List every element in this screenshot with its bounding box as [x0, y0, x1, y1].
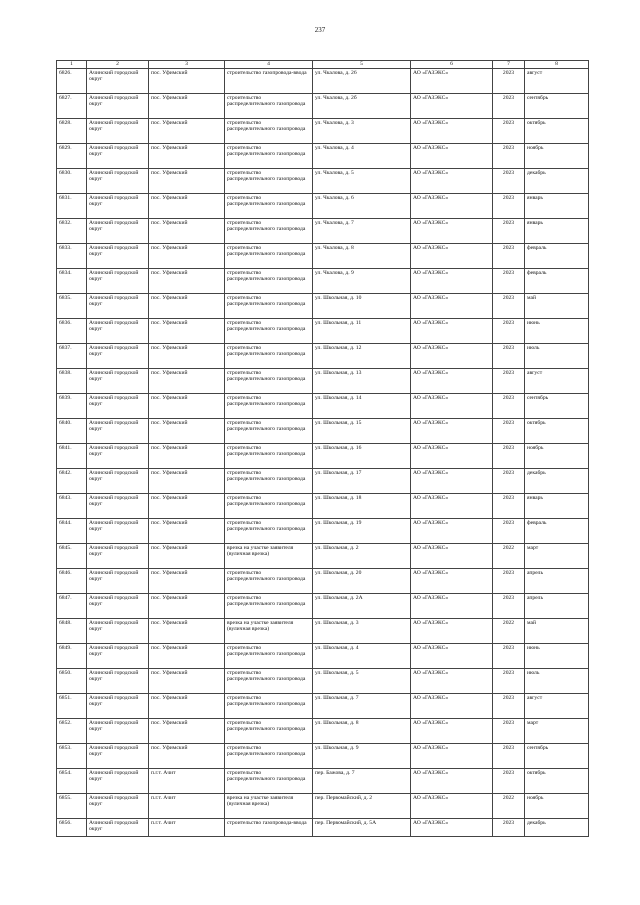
table-row — [57, 743, 589, 768]
settlement-cell: пос. Уфимский — [149, 568, 225, 593]
header-cell: 5 — [313, 61, 411, 69]
year-cell: 2023 — [493, 143, 525, 168]
municipality-cell: Ачинский городской округ — [87, 143, 149, 168]
settlement-cell: пос. Уфимский — [149, 693, 225, 718]
address-cell: ул. Чкалова, д. 26 — [313, 68, 411, 93]
municipality-cell: Ачинский городской округ — [87, 218, 149, 243]
work-type-cell: строительство распределительного газопровода — [225, 93, 313, 118]
year-cell: 2023 — [493, 93, 525, 118]
table-row — [57, 418, 589, 443]
month-cell: ноябрь — [525, 443, 589, 468]
settlement-cell: п.г.т. Ачит — [149, 818, 225, 836]
organization-cell: АО «ГАЗЭКС» — [411, 393, 493, 418]
row-number-cell: 6831. — [57, 193, 87, 218]
organization-cell: АО «ГАЗЭКС» — [411, 818, 493, 836]
municipality-cell: Ачинский городской округ — [87, 518, 149, 543]
table-row — [57, 393, 589, 418]
work-type-cell: строительство распределительного газопровода — [225, 118, 313, 143]
month-cell: январь — [525, 218, 589, 243]
table-row — [57, 443, 589, 468]
table-row — [57, 118, 589, 143]
row-number-cell: 6832. — [57, 218, 87, 243]
settlement-cell: пос. Уфимский — [149, 193, 225, 218]
work-type-cell: строительство распределительного газопровода — [225, 593, 313, 618]
month-cell: апрель — [525, 568, 589, 593]
year-cell: 2023 — [493, 268, 525, 293]
work-type-cell: строительство распределительного газопровода — [225, 568, 313, 593]
work-type-cell: строительство распределительного газопровода — [225, 293, 313, 318]
address-cell: ул. Чкалова, д. 7 — [313, 218, 411, 243]
organization-cell: АО «ГАЗЭКС» — [411, 293, 493, 318]
settlement-cell: пос. Уфимский — [149, 218, 225, 243]
address-cell: ул. Школьная, д. 2А — [313, 593, 411, 618]
header-cell: 4 — [225, 61, 313, 69]
address-cell: ул. Школьная, д. 15 — [313, 418, 411, 443]
year-cell: 2023 — [493, 318, 525, 343]
address-cell: ул. Школьная, д. 10 — [313, 293, 411, 318]
table-row — [57, 518, 589, 543]
table-row — [57, 618, 589, 643]
year-cell: 2023 — [493, 218, 525, 243]
settlement-cell: пос. Уфимский — [149, 118, 225, 143]
work-type-cell: строительство распределительного газопровода — [225, 493, 313, 518]
year-cell: 2023 — [493, 293, 525, 318]
organization-cell: АО «ГАЗЭКС» — [411, 568, 493, 593]
organization-cell: АО «ГАЗЭКС» — [411, 418, 493, 443]
month-cell: июль — [525, 668, 589, 693]
organization-cell: АО «ГАЗЭКС» — [411, 793, 493, 818]
organization-cell: АО «ГАЗЭКС» — [411, 468, 493, 493]
municipality-cell: Ачинский городской округ — [87, 743, 149, 768]
municipality-cell: Ачинский городской округ — [87, 68, 149, 93]
month-cell: декабрь — [525, 468, 589, 493]
row-number-cell: 6849. — [57, 643, 87, 668]
year-cell: 2023 — [493, 243, 525, 268]
address-cell: ул. Чкалова, д. 2б — [313, 93, 411, 118]
page-number: 237 — [314, 26, 326, 34]
settlement-cell: пос. Уфимский — [149, 368, 225, 393]
municipality-cell: Ачинский городской округ — [87, 118, 149, 143]
table-row — [57, 243, 589, 268]
table-row — [57, 93, 589, 118]
work-type-cell: строительство распределительного газопровода — [225, 143, 313, 168]
row-number-cell: 6829. — [57, 143, 87, 168]
settlement-cell: п.г.т. Ачит — [149, 793, 225, 818]
organization-cell: АО «ГАЗЭКС» — [411, 168, 493, 193]
year-cell: 2023 — [493, 718, 525, 743]
municipality-cell: Ачинский городской округ — [87, 193, 149, 218]
year-cell: 2023 — [493, 168, 525, 193]
table-row — [57, 793, 589, 818]
address-cell: пер. Бажова, д. 7 — [313, 768, 411, 793]
organization-cell: АО «ГАЗЭКС» — [411, 193, 493, 218]
row-number-cell: 6826. — [57, 68, 87, 93]
row-number-cell: 6852. — [57, 718, 87, 743]
year-cell: 2022 — [493, 793, 525, 818]
month-cell: февраль — [525, 518, 589, 543]
gasification-schedule-table — [56, 60, 589, 837]
row-number-cell: 6846. — [57, 568, 87, 593]
address-cell: ул. Школьная, д. 2 — [313, 543, 411, 568]
row-number-cell: 6848. — [57, 618, 87, 643]
header-cell: 7 — [493, 61, 525, 69]
year-cell: 2023 — [493, 818, 525, 836]
table-row — [57, 668, 589, 693]
address-cell: ул. Чкалова, д. 3 — [313, 118, 411, 143]
month-cell: октябрь — [525, 768, 589, 793]
organization-cell: АО «ГАЗЭКС» — [411, 68, 493, 93]
row-number-cell: 6839. — [57, 393, 87, 418]
address-cell: ул. Чкалова, д. 9 — [313, 268, 411, 293]
year-cell: 2023 — [493, 518, 525, 543]
municipality-cell: Ачинский городской округ — [87, 593, 149, 618]
work-type-cell: строительство распределительного газопровода — [225, 468, 313, 493]
row-number-cell: 6834. — [57, 268, 87, 293]
address-cell: ул. Чкалова, д. 4 — [313, 143, 411, 168]
address-cell: пер. Первомайский, д. 5А — [313, 818, 411, 836]
organization-cell: АО «ГАЗЭКС» — [411, 543, 493, 568]
table-row — [57, 143, 589, 168]
organization-cell: АО «ГАЗЭКС» — [411, 743, 493, 768]
table-row — [57, 568, 589, 593]
settlement-cell: пос. Уфимский — [149, 68, 225, 93]
work-type-cell: врезка на участке заявителя (вуличная врезка) — [225, 618, 313, 643]
row-number-cell: 6836. — [57, 318, 87, 343]
address-cell: ул. Школьная, д. 19 — [313, 518, 411, 543]
settlement-cell: пос. Уфимский — [149, 718, 225, 743]
settlement-cell: пос. Уфимский — [149, 643, 225, 668]
row-number-cell: 6853. — [57, 743, 87, 768]
municipality-cell: Ачинский городской округ — [87, 493, 149, 518]
year-cell: 2022 — [493, 543, 525, 568]
municipality-cell: Ачинский городской округ — [87, 768, 149, 793]
work-type-cell: врезка на участке заявителя (вуличная врезка) — [225, 793, 313, 818]
organization-cell: АО «ГАЗЭКС» — [411, 693, 493, 718]
organization-cell: АО «ГАЗЭКС» — [411, 243, 493, 268]
row-number-cell: 6837. — [57, 343, 87, 368]
row-number-cell: 6833. — [57, 243, 87, 268]
header-cell: 2 — [87, 61, 149, 69]
organization-cell: АО «ГАЗЭКС» — [411, 93, 493, 118]
work-type-cell: строительство распределительного газопровода — [225, 168, 313, 193]
row-number-cell: 6835. — [57, 293, 87, 318]
settlement-cell: пос. Уфимский — [149, 493, 225, 518]
address-cell: ул. Школьная, д. 16 — [313, 443, 411, 468]
organization-cell: АО «ГАЗЭКС» — [411, 343, 493, 368]
header-cell: 6 — [411, 61, 493, 69]
address-cell: ул. Школьная, д. 4 — [313, 643, 411, 668]
month-cell: октябрь — [525, 118, 589, 143]
table-row — [57, 468, 589, 493]
municipality-cell: Ачинский городской округ — [87, 418, 149, 443]
work-type-cell: строительство распределительного газопровода — [225, 718, 313, 743]
row-number-cell: 6855. — [57, 793, 87, 818]
organization-cell: АО «ГАЗЭКС» — [411, 768, 493, 793]
table-row — [57, 493, 589, 518]
organization-cell: АО «ГАЗЭКС» — [411, 318, 493, 343]
municipality-cell: Ачинский городской округ — [87, 643, 149, 668]
organization-cell: АО «ГАЗЭКС» — [411, 718, 493, 743]
row-number-cell: 6827. — [57, 93, 87, 118]
settlement-cell: пос. Уфимский — [149, 268, 225, 293]
address-cell: ул. Школьная, д. 8 — [313, 718, 411, 743]
table-row — [57, 218, 589, 243]
address-cell: ул. Школьная, д. 20 — [313, 568, 411, 593]
table-row — [57, 343, 589, 368]
month-cell: май — [525, 293, 589, 318]
municipality-cell: Ачинский городской округ — [87, 668, 149, 693]
settlement-cell: пос. Уфимский — [149, 518, 225, 543]
year-cell: 2023 — [493, 743, 525, 768]
table-row — [57, 293, 589, 318]
table-row — [57, 693, 589, 718]
municipality-cell: Ачинский городской округ — [87, 243, 149, 268]
year-cell: 2023 — [493, 693, 525, 718]
organization-cell: АО «ГАЗЭКС» — [411, 443, 493, 468]
table-row — [57, 643, 589, 668]
work-type-cell: строительство распределительного газопровода — [225, 318, 313, 343]
table-row — [57, 818, 589, 836]
year-cell: 2023 — [493, 368, 525, 393]
year-cell: 2023 — [493, 68, 525, 93]
organization-cell: АО «ГАЗЭКС» — [411, 368, 493, 393]
organization-cell: АО «ГАЗЭКС» — [411, 268, 493, 293]
month-cell: март — [525, 718, 589, 743]
municipality-cell: Ачинский городской округ — [87, 818, 149, 836]
work-type-cell: строительство распределительного газопровода — [225, 343, 313, 368]
settlement-cell: пос. Уфимский — [149, 343, 225, 368]
month-cell: сентябрь — [525, 743, 589, 768]
organization-cell: АО «ГАЗЭКС» — [411, 518, 493, 543]
organization-cell: АО «ГАЗЭКС» — [411, 118, 493, 143]
work-type-cell: строительство распределительного газопровода — [225, 643, 313, 668]
row-number-cell: 6845. — [57, 543, 87, 568]
table-row — [57, 543, 589, 568]
address-cell: ул. Школьная, д. 9 — [313, 743, 411, 768]
organization-cell: АО «ГАЗЭКС» — [411, 218, 493, 243]
month-cell: апрель — [525, 593, 589, 618]
work-type-cell: строительство распределительного газопровода — [225, 668, 313, 693]
month-cell: август — [525, 68, 589, 93]
address-cell: пер. Первомайский, д. 2 — [313, 793, 411, 818]
row-number-cell: 6842. — [57, 468, 87, 493]
work-type-cell: строительство распределительного газопровода — [225, 243, 313, 268]
month-cell: сентябрь — [525, 393, 589, 418]
year-cell: 2023 — [493, 768, 525, 793]
municipality-cell: Ачинский городской округ — [87, 718, 149, 743]
table-row — [57, 593, 589, 618]
work-type-cell: строительство распределительного газопровода — [225, 218, 313, 243]
table-row — [57, 318, 589, 343]
row-number-cell: 6850. — [57, 668, 87, 693]
municipality-cell: Ачинский городской округ — [87, 368, 149, 393]
month-cell: май — [525, 618, 589, 643]
month-cell: февраль — [525, 243, 589, 268]
table-row — [57, 368, 589, 393]
municipality-cell: Ачинский городской округ — [87, 693, 149, 718]
work-type-cell: строительство распределительного газопровода — [225, 443, 313, 468]
municipality-cell: Ачинский городской округ — [87, 93, 149, 118]
year-cell: 2023 — [493, 193, 525, 218]
organization-cell: АО «ГАЗЭКС» — [411, 143, 493, 168]
municipality-cell: Ачинский городской округ — [87, 793, 149, 818]
row-number-cell: 6828. — [57, 118, 87, 143]
month-cell: июнь — [525, 318, 589, 343]
municipality-cell: Ачинский городской округ — [87, 393, 149, 418]
settlement-cell: п.г.т. Ачит — [149, 768, 225, 793]
month-cell: август — [525, 368, 589, 393]
header-cell: 8 — [525, 61, 589, 69]
organization-cell: АО «ГАЗЭКС» — [411, 618, 493, 643]
settlement-cell: пос. Уфимский — [149, 293, 225, 318]
work-type-cell: строительство распределительного газопровода — [225, 268, 313, 293]
month-cell: февраль — [525, 268, 589, 293]
municipality-cell: Ачинский городской округ — [87, 293, 149, 318]
header-row — [57, 61, 589, 69]
row-number-cell: 6843. — [57, 493, 87, 518]
municipality-cell: Ачинский городской округ — [87, 343, 149, 368]
row-number-cell: 6851. — [57, 693, 87, 718]
work-type-cell: строительство распределительного газопровода — [225, 693, 313, 718]
table-row — [57, 68, 589, 93]
address-cell: ул. Школьная, д. 11 — [313, 318, 411, 343]
table-row — [57, 268, 589, 293]
table-row — [57, 193, 589, 218]
month-cell: октябрь — [525, 418, 589, 443]
year-cell: 2023 — [493, 343, 525, 368]
row-number-cell: 6830. — [57, 168, 87, 193]
month-cell: ноябрь — [525, 793, 589, 818]
year-cell: 2023 — [493, 393, 525, 418]
settlement-cell: пос. Уфимский — [149, 143, 225, 168]
month-cell: ноябрь — [525, 143, 589, 168]
month-cell: июнь — [525, 643, 589, 668]
organization-cell: АО «ГАЗЭКС» — [411, 643, 493, 668]
month-cell: декабрь — [525, 818, 589, 836]
table-body — [57, 68, 589, 836]
settlement-cell: пос. Уфимский — [149, 543, 225, 568]
row-number-cell: 6841. — [57, 443, 87, 468]
month-cell: июль — [525, 343, 589, 368]
work-type-cell: врезка на участке заявителя (вуличная врезка) — [225, 543, 313, 568]
work-type-cell: строительство распределительного газопровода — [225, 518, 313, 543]
row-number-cell: 6840. — [57, 418, 87, 443]
settlement-cell: пос. Уфимский — [149, 418, 225, 443]
work-type-cell: строительство распределительного газопровода — [225, 743, 313, 768]
table-row — [57, 718, 589, 743]
year-cell: 2023 — [493, 443, 525, 468]
row-number-cell: 6847. — [57, 593, 87, 618]
address-cell: ул. Школьная, д. 5 — [313, 668, 411, 693]
year-cell: 2023 — [493, 493, 525, 518]
work-type-cell: строительство газопровода-ввода — [225, 68, 313, 93]
municipality-cell: Ачинский городской округ — [87, 468, 149, 493]
organization-cell: АО «ГАЗЭКС» — [411, 668, 493, 693]
year-cell: 2023 — [493, 643, 525, 668]
settlement-cell: пос. Уфимский — [149, 668, 225, 693]
year-cell: 2023 — [493, 468, 525, 493]
settlement-cell: пос. Уфимский — [149, 243, 225, 268]
year-cell: 2023 — [493, 568, 525, 593]
municipality-cell: Ачинский городской округ — [87, 168, 149, 193]
header-cell: 1 — [57, 61, 87, 69]
work-type-cell: строительство распределительного газопровода — [225, 418, 313, 443]
month-cell: январь — [525, 493, 589, 518]
row-number-cell: 6838. — [57, 368, 87, 393]
work-type-cell: строительство распределительного газопровода — [225, 193, 313, 218]
address-cell: ул. Чкалова, д. 8 — [313, 243, 411, 268]
address-cell: ул. Школьная, д. 13 — [313, 368, 411, 393]
address-cell: ул. Чкалова, д. 6 — [313, 193, 411, 218]
settlement-cell: пос. Уфимский — [149, 743, 225, 768]
address-cell: ул. Чкалова, д. 5 — [313, 168, 411, 193]
year-cell: 2023 — [493, 593, 525, 618]
settlement-cell: пос. Уфимский — [149, 443, 225, 468]
address-cell: ул. Школьная, д. 14 — [313, 393, 411, 418]
address-cell: ул. Школьная, д. 7 — [313, 693, 411, 718]
work-type-cell: строительство распределительного газопровода — [225, 393, 313, 418]
row-number-cell: 6856. — [57, 818, 87, 836]
work-type-cell: строительство распределительного газопровода — [225, 768, 313, 793]
municipality-cell: Ачинский городской округ — [87, 318, 149, 343]
settlement-cell: пос. Уфимский — [149, 168, 225, 193]
header-cell: 3 — [149, 61, 225, 69]
municipality-cell: Ачинский городской округ — [87, 618, 149, 643]
settlement-cell: пос. Уфимский — [149, 93, 225, 118]
organization-cell: АО «ГАЗЭКС» — [411, 593, 493, 618]
municipality-cell: Ачинский городской округ — [87, 443, 149, 468]
month-cell: сентябрь — [525, 93, 589, 118]
table-row — [57, 168, 589, 193]
month-cell: август — [525, 693, 589, 718]
month-cell: март — [525, 543, 589, 568]
settlement-cell: пос. Уфимский — [149, 593, 225, 618]
year-cell: 2023 — [493, 668, 525, 693]
settlement-cell: пос. Уфимский — [149, 393, 225, 418]
settlement-cell: пос. Уфимский — [149, 318, 225, 343]
year-cell: 2023 — [493, 418, 525, 443]
work-type-cell: строительство распределительного газопровода — [225, 368, 313, 393]
row-number-cell: 6854. — [57, 768, 87, 793]
table-row — [57, 768, 589, 793]
municipality-cell: Ачинский городской округ — [87, 568, 149, 593]
address-cell: ул. Школьная, д. 3 — [313, 618, 411, 643]
settlement-cell: пос. Уфимский — [149, 618, 225, 643]
address-cell: ул. Школьная, д. 17 — [313, 468, 411, 493]
settlement-cell: пос. Уфимский — [149, 468, 225, 493]
municipality-cell: Ачинский городской округ — [87, 543, 149, 568]
row-number-cell: 6844. — [57, 518, 87, 543]
year-cell: 2023 — [493, 118, 525, 143]
address-cell: ул. Школьная, д. 12 — [313, 343, 411, 368]
municipality-cell: Ачинский городской округ — [87, 268, 149, 293]
work-type-cell: строительство газопровода-ввода — [225, 818, 313, 836]
year-cell: 2022 — [493, 618, 525, 643]
month-cell: январь — [525, 193, 589, 218]
organization-cell: АО «ГАЗЭКС» — [411, 493, 493, 518]
address-cell: ул. Школьная, д. 18 — [313, 493, 411, 518]
month-cell: декабрь — [525, 168, 589, 193]
